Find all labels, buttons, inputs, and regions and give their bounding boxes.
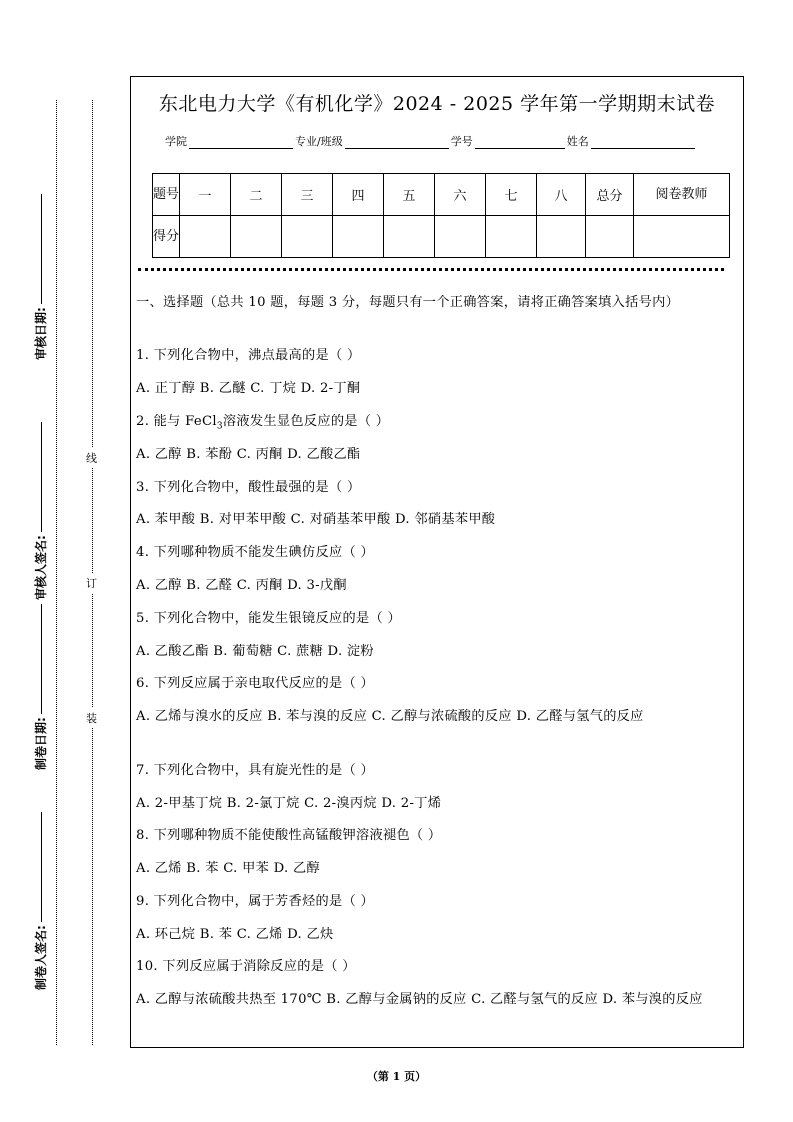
- score-cell[interactable]: [384, 216, 435, 258]
- field-major-label: 专业/班级: [295, 135, 343, 148]
- score-table-header-row: [153, 174, 730, 216]
- col-grader: 阅卷教师: [634, 174, 730, 216]
- col-6: 六: [435, 174, 486, 216]
- options-4: A. 乙醇 B. 乙醛 C. 丙酮 D. 3-戊酮: [136, 578, 347, 593]
- field-major-blank[interactable]: [345, 147, 449, 149]
- score-cell[interactable]: [180, 216, 231, 258]
- binding-mark-ding: 订: [86, 573, 97, 593]
- options-7: A. 2-甲基丁烷 B. 2-氯丁烷 C. 2-溴丙烷 D. 2-丁烯: [136, 796, 442, 811]
- options-6: A. 乙烯与溴水的反应 B. 苯与溴的反应 C. 乙醇与浓硫酸的反应 D. 乙醛与氢气的反应: [136, 709, 644, 724]
- exam-frame: [130, 76, 744, 1048]
- score-table: [152, 173, 730, 258]
- question-2-post: 溶液发生显色反应的是（ ）: [222, 414, 390, 429]
- question-2-pre: 2. 能与 FeCl: [136, 414, 217, 429]
- question-4: 4. 下列哪种物质不能发生碘仿反应（ ）: [136, 545, 374, 560]
- options-3: A. 苯甲酸 B. 对甲苯甲酸 C. 对硝基苯甲酸 D. 邻硝基苯甲酸: [136, 512, 496, 527]
- options-1: A. 正丁醇 B. 乙醚 C. 丁烷 D. 2-丁酮: [136, 381, 361, 396]
- margin-dotted-line-left: [56, 100, 57, 1045]
- col-5: 五: [384, 174, 435, 216]
- score-table-score-row: [153, 216, 730, 258]
- exam-title: 东北电力大学《有机化学》2024 - 2025 学年第一学期期末试卷: [158, 93, 716, 115]
- row-label-score: 得分: [153, 216, 180, 258]
- field-name-label: 姓名: [566, 135, 589, 148]
- col-3: 三: [282, 174, 333, 216]
- binding-mark-xian: 线: [86, 448, 97, 468]
- score-cell[interactable]: [586, 216, 634, 258]
- col-2: 二: [231, 174, 282, 216]
- options-8: A. 乙烯 B. 苯 C. 甲苯 D. 乙醇: [136, 861, 320, 876]
- question-8: 8. 下列哪种物质不能使酸性高锰酸钾溶液褪色（ ）: [136, 828, 442, 843]
- score-cell[interactable]: [634, 216, 730, 258]
- question-7: 7. 下列化合物中，具有旋光性的是（ ）: [136, 763, 374, 778]
- col-1: 一: [180, 174, 231, 216]
- compile-date-label: 制卷日期:: [32, 604, 49, 770]
- options-5: A. 乙酸乙酯 B. 葡萄糖 C. 蔗糖 D. 淀粉: [136, 644, 374, 659]
- col-4: 四: [333, 174, 384, 216]
- options-9: A. 环己烷 B. 苯 C. 乙烯 D. 乙炔: [136, 927, 334, 942]
- field-id-blank[interactable]: [475, 147, 565, 149]
- col-total: 总分: [586, 174, 634, 216]
- options-10: A. 乙醇与浓硫酸共热至 170℃ B. 乙醇与金属钠的反应 C. 乙醛与氢气的反应 D. 苯与溴的反应: [136, 992, 703, 1007]
- score-cell[interactable]: [486, 216, 537, 258]
- reviewer-signature-label: 审核人签名:: [32, 422, 49, 600]
- review-date-label: 审核日期:: [32, 194, 49, 360]
- section-separator: [138, 268, 724, 271]
- score-cell[interactable]: [333, 216, 384, 258]
- col-7: 七: [486, 174, 537, 216]
- binding-mark-zhuang: 装: [86, 708, 97, 728]
- options-2: A. 乙醇 B. 苯酚 C. 丙酮 D. 乙酸乙酯: [136, 447, 361, 462]
- field-college-blank[interactable]: [189, 147, 293, 149]
- question-6: 6. 下列反应属于亲电取代反应的是（ ）: [136, 676, 374, 691]
- question-1: 1. 下列化合物中，沸点最高的是（ ）: [136, 348, 361, 363]
- question-5: 5. 下列化合物中，能发生银镜反应的是（ ）: [136, 611, 401, 626]
- question-2-sub: 3: [216, 421, 223, 432]
- score-cell[interactable]: [231, 216, 282, 258]
- field-name-blank[interactable]: [591, 147, 695, 149]
- question-2: [136, 411, 389, 438]
- col-8: 八: [537, 174, 586, 216]
- field-id-label: 学号: [450, 135, 473, 148]
- score-cell[interactable]: [537, 216, 586, 258]
- score-cell[interactable]: [282, 216, 333, 258]
- question-9: 9. 下列化合物中，属于芳香烃的是（ ）: [136, 894, 374, 909]
- field-college-label: 学院: [165, 135, 187, 148]
- row-label-question: 题号: [153, 174, 180, 216]
- student-info-row: [165, 133, 697, 149]
- page-footer: （第 1 页）: [366, 1070, 427, 1083]
- score-cell[interactable]: [435, 216, 486, 258]
- question-10: 10. 下列反应属于消除反应的是（ ）: [136, 959, 356, 974]
- compiler-signature-label: 制卷人签名:: [32, 812, 49, 990]
- question-3: 3. 下列化合物中，酸性最强的是（ ）: [136, 480, 361, 495]
- section-heading: 一、选择题（总共 10 题，每题 3 分，每题只有一个正确答案，请将正确答案填入括号内）: [136, 295, 680, 310]
